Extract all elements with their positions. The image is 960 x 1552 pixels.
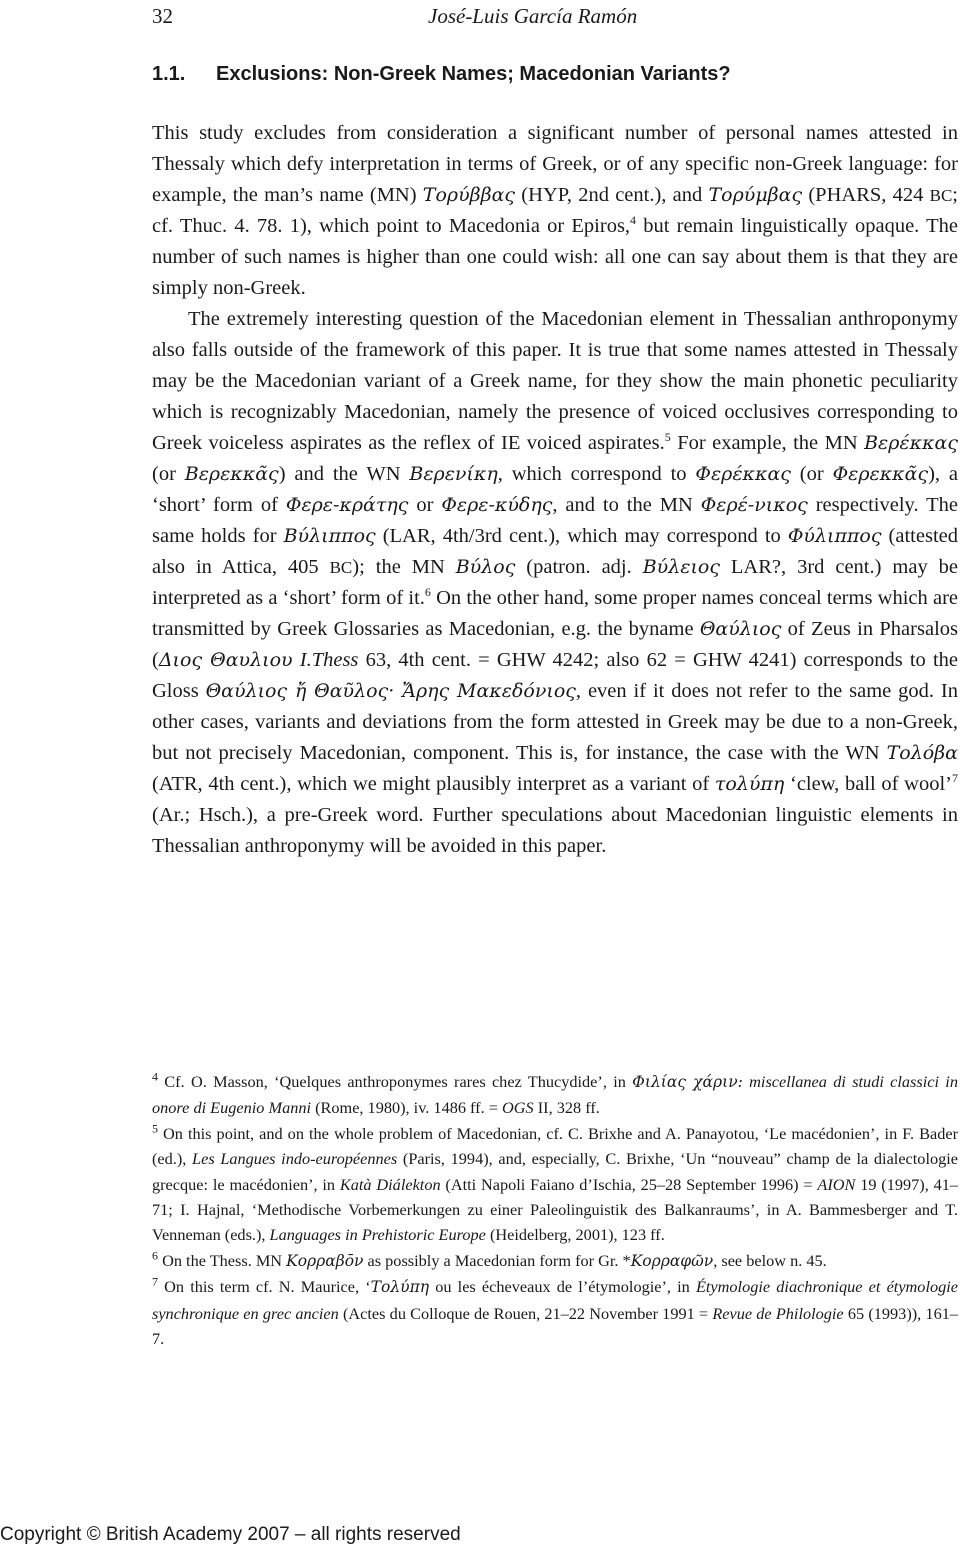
text-run: On this term cf. N. Maurice, ‘ (158, 1277, 371, 1297)
text-run: , which correspond to (497, 463, 696, 485)
footnotes (152, 1069, 958, 1351)
greek-word: Θαύλιος (699, 618, 782, 640)
text-run: (ATR, 4th cent.), which we might plausibly interpret as a variant of (152, 773, 715, 795)
italic-title: Étymologie diachronique et étymologie synchronique en grec ancien (152, 1277, 958, 1323)
text-run: but remain linguistically opaque. The number of such names is higher than one could wish: all one can say about them is that they are simply non-Greek. (152, 215, 958, 299)
text-run: 19 (1997), 41–71; I. Hajnal, ‘Methodische Vorbemerkungen zu einer Paleolinguistik des Balkanraums’, in A. Bammesberger and T. Venneman (eds.), (152, 1174, 959, 1245)
text-run: The extremely interesting question of the Macedonian element in Thessalian anthroponymy also falls outside of the framework of this paper. It is true that some names attested in Thessaly may be the Macedonian variant of a Greek name, for they show the main phonetic peculiarity which is recognizably Macedonian, namely the presence of voiced occlusives corresponding to Greek voiceless aspirates as the reflex of IE voiced aspirates. (152, 308, 958, 454)
body-text (152, 118, 958, 862)
greek-word: Φερέ-νικος (700, 494, 808, 516)
text-run: as possibly a Macedonian form for Gr. * (363, 1250, 631, 1270)
text-run: (Heidelberg, 2001), 123 ff. (485, 1225, 665, 1245)
italic-title: OGS (502, 1098, 534, 1118)
text-run: ‘clew, ball of wool’ (784, 773, 953, 795)
footnote-ref[interactable]: 4 (630, 213, 637, 228)
text-run: or (408, 494, 442, 516)
greek-word: τολύπη (714, 773, 785, 795)
greek-word: Φερεκκᾶς (832, 463, 929, 485)
text-run: (Rome, 1980), iv. 1486 ff. = (311, 1098, 503, 1118)
greek-word: Βερεκκᾶς (184, 463, 279, 485)
text-run: On the other hand, some proper names conceal terms which are transmitted by Greek Glossaries as Macedonian, e.g. the byname (152, 587, 958, 640)
era-abbrev: BC (329, 558, 353, 577)
footnote-ref[interactable]: 6 (424, 585, 431, 600)
footnote-5 (152, 1121, 958, 1248)
greek-word: Βύλος (455, 556, 516, 578)
section-heading (152, 63, 958, 86)
italic-ref: I.Thess (299, 649, 359, 671)
text-run: of Zeus in Pharsalos ( (152, 618, 958, 671)
running-head: José-Luis García Ramón (428, 4, 638, 28)
text-run: , see below n. 45. (713, 1250, 827, 1270)
footnote-number: 6 (152, 1248, 158, 1263)
footnote-4 (152, 1069, 958, 1121)
text-run: (PHARS, 424 (802, 184, 930, 206)
greek-word: Φερε-κύδης (441, 494, 553, 516)
text-run: On this point, and on the whole problem of Macedonian, cf. C. Brixhe and A. Panayotou, ‘Le macédonien’, in F. Bader (ed.), (152, 1123, 958, 1169)
footnote-number: 4 (152, 1069, 158, 1084)
italic-title: Les Langues indo-européennes (192, 1149, 398, 1169)
text-run: , even if it does not refer to the same god. In other cases, variants and deviations from the form attested in Greek may be due to a non-Greek, but not precisely Macedonian, component. This is, for instance, the case with the WN (152, 680, 958, 764)
footnote-6 (152, 1248, 958, 1274)
greek-word: Κορραφῶν (630, 1251, 714, 1270)
text-run: (Ar.; Hsch.), a pre-Greek word. Further speculations about Macedonian linguistic elements in Thessalian anthroponymy will be avoided in this paper. (152, 804, 958, 857)
footnote-ref[interactable]: 7 (952, 771, 959, 786)
text-run: 65 (1993)), 161–7. (152, 1303, 958, 1349)
greek-word: Φύλιππος (787, 525, 882, 547)
text-run: ; cf. Thuc. 4. 78. 1), which point to Macedonia or Epiros, (152, 184, 958, 237)
greek-word: Βερέκκας (864, 432, 958, 454)
text-run: II, 328 ff. (533, 1098, 600, 1118)
section-title: Exclusions: Non-Greek Names; Macedonian Variants? (216, 63, 731, 85)
paragraph (152, 118, 958, 304)
greek-word: Βύλειος (642, 556, 720, 578)
page-header (152, 4, 958, 34)
greek-word: Βερενίκη (409, 463, 498, 485)
text-run: On the Thess. MN (158, 1250, 287, 1270)
greek-word: Κορραβōν (286, 1251, 364, 1270)
italic-title: Katà Diálekton (339, 1174, 441, 1194)
text-run: For example, the MN (670, 432, 865, 454)
text-run: ou les écheveaux de l’étymologie’, in (429, 1277, 696, 1297)
greek-word: Φιλίας χάριν: (632, 1073, 743, 1091)
text-run: respectively. The same holds for (152, 494, 958, 547)
text-run: ) and the WN (278, 463, 410, 485)
era-abbrev: BC (929, 186, 953, 205)
section-number: 1.1. (152, 63, 186, 85)
greek-word: Θαύλιος ἤ Θαῦλος· Ἄρης Μακεδόνιος (205, 680, 576, 702)
footnote-7 (152, 1274, 958, 1351)
footnote-number: 7 (152, 1274, 158, 1289)
text-run: ); the MN (352, 556, 456, 578)
paragraph (152, 304, 958, 862)
page-number: 32 (152, 4, 173, 28)
greek-word: Τορύμβας (708, 184, 803, 206)
greek-word: Φερε-κράτης (285, 494, 409, 516)
italic-title: Revue de Philologie (712, 1303, 844, 1323)
copyright-footer: Copyright © British Academy 2007 – all rights reserved (0, 1524, 461, 1545)
text-run: (attested also in Attica, 405 (152, 525, 958, 578)
text-run: This study excludes from consideration a significant number of personal names attested in Thessaly which defy interpretation in terms of Greek, or of any specific non-Greek language: for example, the man’s name (MN) (152, 122, 958, 206)
greek-word: Τορύββας (422, 184, 516, 206)
text-run: LAR?, 3rd cent.) may be interpreted as a ‘short’ form of it. (152, 556, 958, 609)
greek-word: Διος Θαυλιου (158, 649, 293, 671)
text-run: (or (790, 463, 833, 485)
greek-word: Φερέκκας (695, 463, 791, 485)
text-run: (LAR, 4th/3rd cent.), which may correspond to (375, 525, 788, 547)
footnote-ref[interactable]: 5 (664, 430, 671, 445)
text-run: (Atti Napoli Faiano d’Ischia, 25–28 September 1996) = (440, 1174, 818, 1194)
footnote-number: 5 (152, 1121, 158, 1136)
text-run: (or (152, 463, 185, 485)
text-run: Cf. O. Masson, ‘Quelques anthroponymes rares chez Thucydide’, in (158, 1072, 633, 1091)
text-run: 63, 4th cent. = GHW 4242; also 62 = GHW 4241) corresponds to the Gloss (152, 649, 959, 702)
italic-title: AION (817, 1174, 856, 1194)
text-run: (HYP, 2nd cent.), and (515, 184, 709, 206)
text-run: ), a ‘short’ form of (152, 463, 958, 516)
greek-word: Βύλιππος (283, 525, 376, 547)
text-run: (Actes du Colloque de Rouen, 21–22 November 1991 = (338, 1303, 713, 1323)
text-run: (Paris, 1994), and, especially, C. Brixhe, ‘Un “nouveau” champ de la dialectologie grecque: le macédonien’, in (152, 1149, 959, 1194)
greek-word: Τολόβα (886, 742, 958, 764)
italic-title: miscellanea di studi classici in onore di Eugenio Manni (152, 1072, 958, 1118)
italic-title: Languages in Prehistoric Europe (269, 1225, 486, 1245)
text-run: (patron. adj. (515, 556, 643, 578)
text-run: , and to the MN (552, 494, 701, 516)
greek-word: Τολύπη (370, 1278, 430, 1297)
text-run (293, 649, 300, 671)
